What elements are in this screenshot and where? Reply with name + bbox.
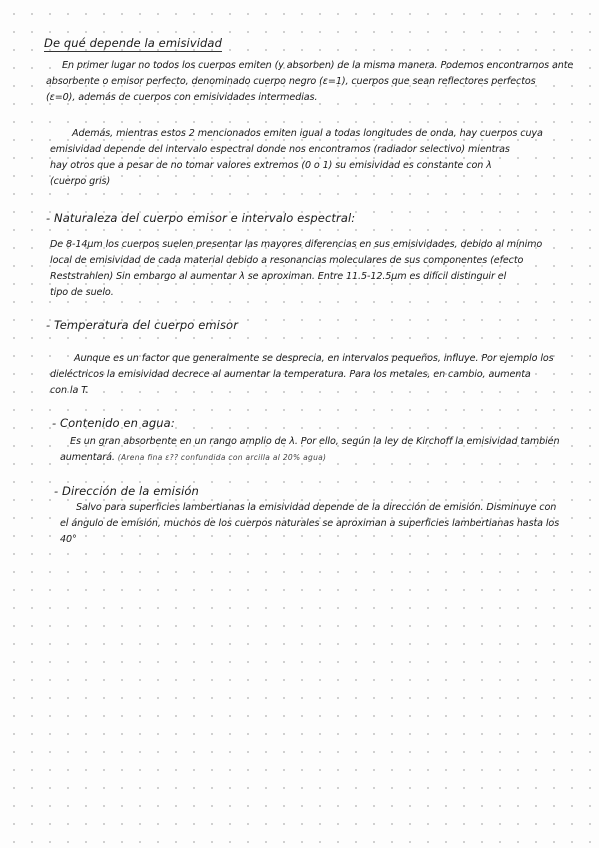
intro-paragraph-2 xyxy=(50,126,543,190)
section-heading-temperature: - Temperatura del cuerpo emisor xyxy=(46,318,239,332)
page-title xyxy=(44,36,222,50)
section-line: el ángulo de emisión, muchos de los cuerpos naturales se aproximan a superficies lambertianas hasta los xyxy=(60,518,560,529)
section-line: Salvo para superficies lambertianas la emisividad depende de la dirección de emisión. Disminuye con xyxy=(76,502,557,513)
section-heading-direction: - Dirección de la emisión xyxy=(54,484,199,498)
handwritten-note: (Arena fina ε?? confundida con arcilla al 20% agua) xyxy=(117,453,327,462)
section-heading-nature: - Naturaleza del cuerpo emisor e intervalo espectral: xyxy=(46,211,356,225)
intro-p1-line: En primer lugar no todos los cuerpos emiten (y absorben) de la misma manera. Podemos encontrarnos ante xyxy=(62,60,574,71)
intro-p1-line: (ε=0), además de cuerpos con emisividades intermedias. xyxy=(46,92,318,103)
section-line: con la T. xyxy=(50,385,89,396)
intro-p2-line: emisividad depende del intervalo espectral donde nos encontramos (radiador selectivo) mientras xyxy=(50,144,510,155)
section-line: De 8-14μm los cuerpos suelen presentar las mayores diferencias en sus emisividades, debido al mínimo xyxy=(50,239,543,250)
section-body-temperature xyxy=(50,351,554,399)
section-heading-water: - Contenido en agua: xyxy=(52,416,175,430)
intro-p2-line: (cuerpo gris) xyxy=(50,176,111,187)
section-line: local de emisividad de cada material debido a resonancias moleculares de sus componentes (efecto xyxy=(50,255,524,266)
section-line: aumentará. xyxy=(60,452,115,463)
intro-p1-line: absorbente o emisor perfecto, denominado cuerpo negro (ε=1), cuerpos que sean reflectores perfectos xyxy=(46,76,536,87)
intro-p2-line: Además, mientras estos 2 mencionados emiten igual a todas longitudes de onda, hay cuerpos cuya xyxy=(72,128,543,139)
section-body-direction xyxy=(60,500,559,548)
section-body-water xyxy=(60,434,559,466)
section-line: 40° xyxy=(60,534,77,545)
intro-paragraph-1 xyxy=(46,58,573,106)
page-title-text: De qué depende la emisividad xyxy=(44,36,222,50)
section-line-with-note xyxy=(60,450,559,466)
section-line: Es un gran absorbente en un rango amplio de λ. Por ello, según la ley de Kirchoff la emisividad también xyxy=(70,436,560,447)
section-line: tipo de suelo. xyxy=(50,287,114,298)
section-body-nature xyxy=(50,237,542,301)
section-line: Reststrahlen) Sin embargo al aumentar λ se aproximan. Entre 11.5-12.5μm es difícil distinguir el xyxy=(50,271,507,282)
section-line: dieléctricos la emisividad decrece al aumentar la temperatura. Para los metales, en cambio, aumenta xyxy=(50,369,531,380)
section-line: Aunque es un factor que generalmente se desprecia, en intervalos pequeños, influye. Por ejemplo los xyxy=(74,353,554,364)
intro-p2-line: hay otros que a pesar de no tomar valores extremos (0 o 1) su emisividad es constante con λ xyxy=(50,160,492,171)
